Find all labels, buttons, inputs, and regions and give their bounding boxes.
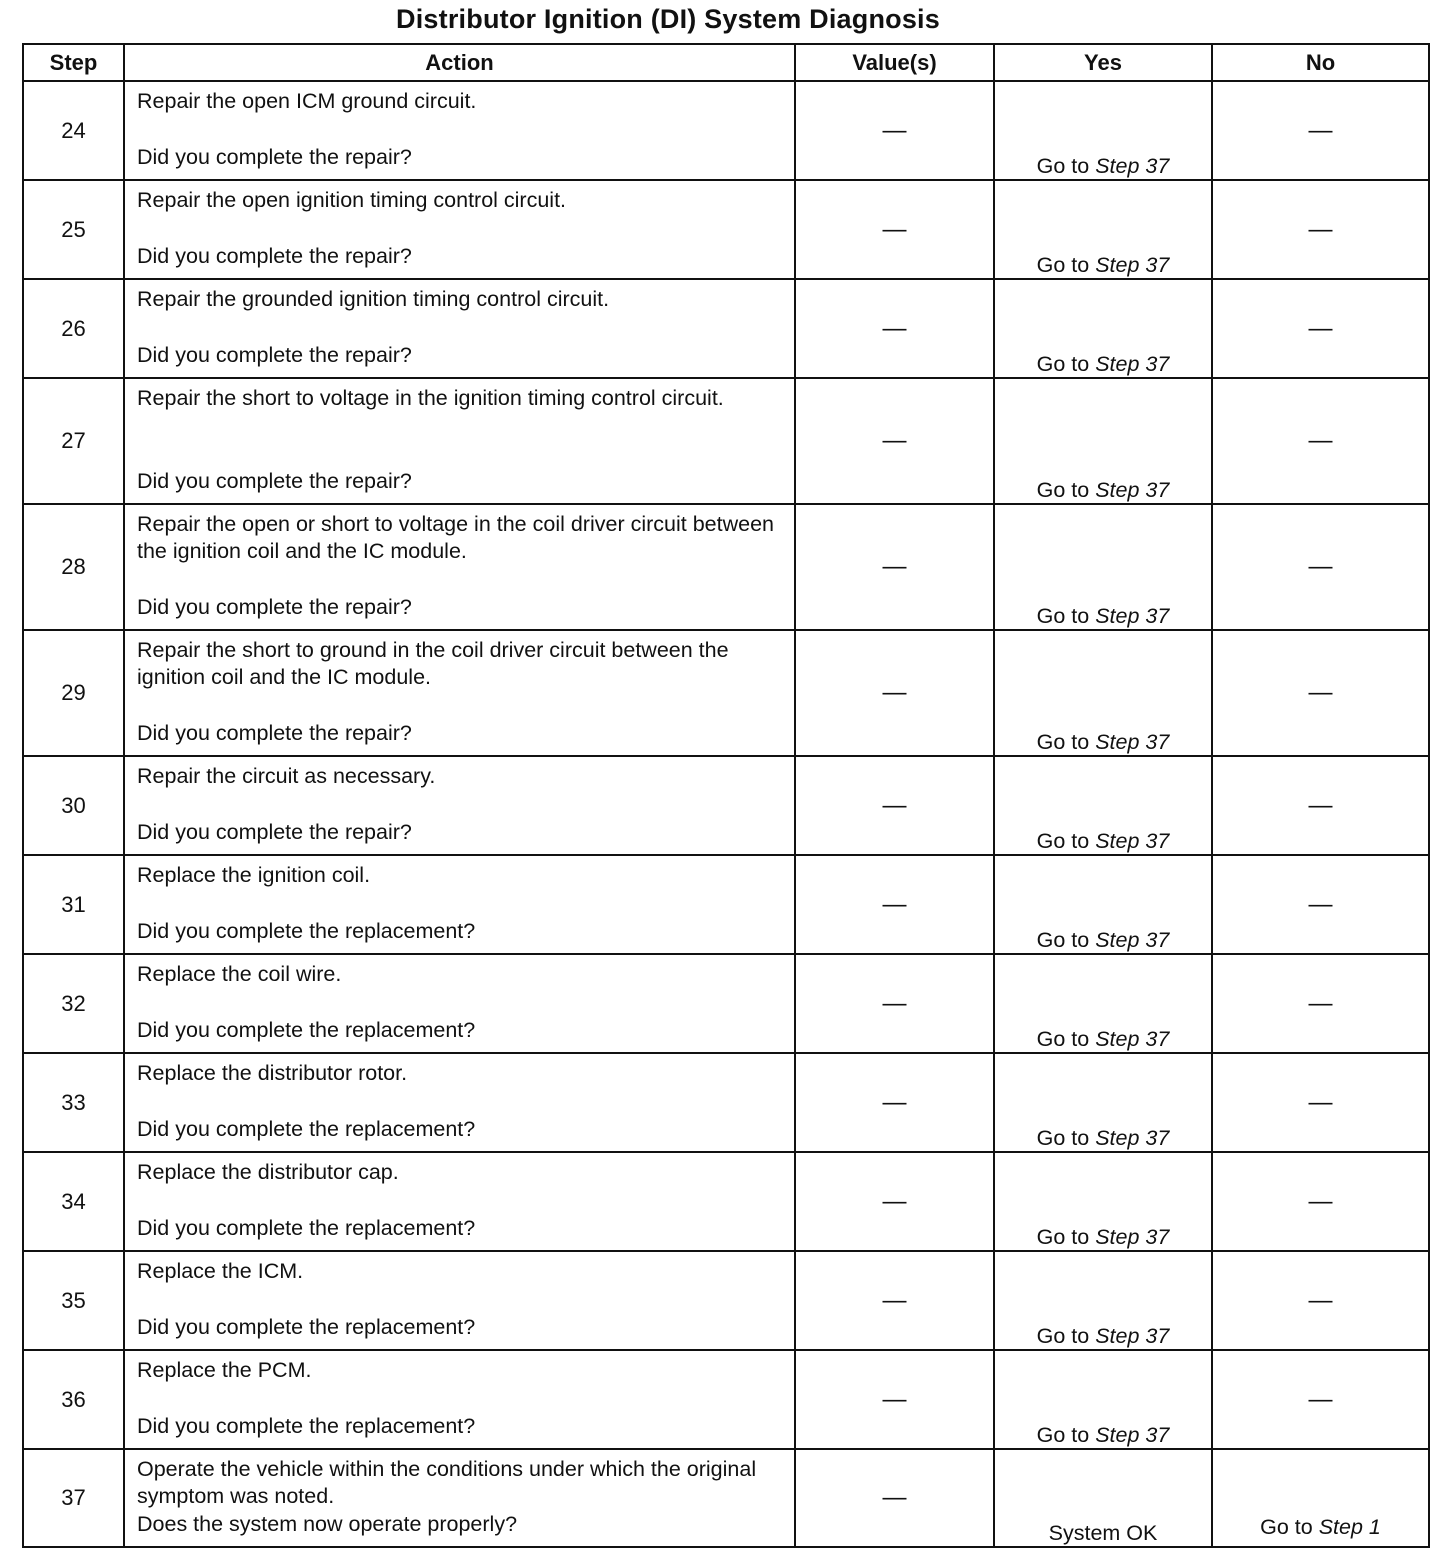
action-instruction: Operate the vehicle within the conditions under which the original symptom was noted.	[137, 1457, 757, 1508]
action-question: Did you complete the replacement?	[137, 1414, 476, 1438]
header-no: No	[1212, 44, 1429, 81]
table-row	[23, 1350, 1429, 1449]
yes-text: Go to	[1036, 829, 1090, 853]
yes-text: Go to	[1036, 253, 1090, 277]
step-number: 37	[23, 1449, 124, 1547]
step-number: 30	[23, 756, 124, 855]
action-cell	[124, 756, 795, 855]
step-number: 35	[23, 1251, 124, 1350]
table-row	[23, 180, 1429, 279]
yes-step-link[interactable]: Step 37	[1095, 1423, 1170, 1447]
page-title: Distributor Ignition (DI) System Diagnosis	[396, 4, 940, 34]
step-number: 28	[23, 504, 124, 630]
yes-text: Go to	[1036, 1225, 1090, 1249]
action-question: Did you complete the replacement?	[137, 1018, 476, 1042]
value-cell: —	[795, 180, 994, 279]
action-instruction: Repair the short to voltage in the ignition timing control circuit.	[137, 386, 724, 410]
yes-text: Go to	[1036, 1027, 1090, 1051]
yes-step-link[interactable]: Step 37	[1095, 604, 1170, 628]
yes-text: Go to	[1036, 1324, 1090, 1348]
yes-cell	[994, 954, 1212, 1053]
yes-text: Go to	[1036, 1126, 1090, 1150]
action-instruction: Repair the circuit as necessary.	[137, 764, 436, 788]
action-instruction: Repair the open ICM ground circuit.	[137, 89, 477, 113]
no-text: Go to	[1260, 1515, 1313, 1539]
value-cell: —	[795, 954, 994, 1053]
value-cell: —	[795, 630, 994, 756]
step-number: 27	[23, 378, 124, 504]
yes-cell	[994, 1251, 1212, 1350]
yes-text: Go to	[1036, 1423, 1090, 1447]
yes-text: Go to	[1036, 730, 1090, 754]
action-instruction: Repair the open or short to voltage in the coil driver circuit between the ignition coil and the IC module.	[137, 512, 774, 563]
no-cell: —	[1212, 1152, 1429, 1251]
header-step: Step	[23, 44, 124, 81]
yes-cell	[994, 756, 1212, 855]
step-number: 36	[23, 1350, 124, 1449]
action-instruction: Replace the ICM.	[137, 1259, 304, 1283]
yes-step-link[interactable]: Step 37	[1095, 1027, 1170, 1051]
action-cell	[124, 855, 795, 954]
value-cell: —	[795, 855, 994, 954]
action-question: Did you complete the repair?	[137, 595, 412, 619]
value-cell: —	[795, 504, 994, 630]
yes-text: System OK	[1048, 1521, 1158, 1545]
table-row	[23, 1449, 1429, 1547]
no-cell	[1212, 1449, 1429, 1547]
action-question: Does the system now operate properly?	[137, 1512, 518, 1536]
action-question: Did you complete the repair?	[137, 721, 412, 745]
action-question: Did you complete the replacement?	[137, 1216, 476, 1240]
yes-cell	[994, 1152, 1212, 1251]
action-cell	[124, 378, 795, 504]
table-row	[23, 378, 1429, 504]
action-instruction: Replace the distributor cap.	[137, 1160, 399, 1184]
yes-cell	[994, 855, 1212, 954]
table-row	[23, 855, 1429, 954]
action-cell	[124, 1350, 795, 1449]
yes-step-link[interactable]: Step 37	[1095, 1324, 1170, 1348]
action-cell	[124, 1053, 795, 1152]
action-instruction: Repair the grounded ignition timing control circuit.	[137, 287, 610, 311]
step-number: 34	[23, 1152, 124, 1251]
no-cell: —	[1212, 81, 1429, 180]
yes-step-link[interactable]: Step 37	[1095, 478, 1170, 502]
step-number: 24	[23, 81, 124, 180]
header-yes: Yes	[994, 44, 1212, 81]
yes-text: Go to	[1036, 154, 1090, 178]
no-cell: —	[1212, 1251, 1429, 1350]
action-question: Did you complete the repair?	[137, 343, 412, 367]
no-cell: —	[1212, 180, 1429, 279]
action-cell	[124, 279, 795, 378]
table-row	[23, 756, 1429, 855]
value-cell: —	[795, 378, 994, 504]
no-step-link[interactable]: Step 1	[1318, 1515, 1381, 1539]
table-row	[23, 630, 1429, 756]
step-number: 26	[23, 279, 124, 378]
table-row	[23, 504, 1429, 630]
no-cell: —	[1212, 378, 1429, 504]
action-question: Did you complete the replacement?	[137, 1315, 476, 1339]
table-row	[23, 1053, 1429, 1152]
yes-cell	[994, 279, 1212, 378]
yes-text: Go to	[1036, 478, 1090, 502]
action-instruction: Repair the open ignition timing control circuit.	[137, 188, 567, 212]
yes-step-link[interactable]: Step 37	[1095, 829, 1170, 853]
action-question: Did you complete the repair?	[137, 145, 412, 169]
no-cell: —	[1212, 279, 1429, 378]
action-instruction: Replace the PCM.	[137, 1358, 312, 1382]
table-row	[23, 1251, 1429, 1350]
yes-step-link[interactable]: Step 37	[1095, 928, 1170, 952]
action-cell	[124, 1449, 795, 1547]
yes-step-link[interactable]: Step 37	[1095, 352, 1170, 376]
action-cell	[124, 81, 795, 180]
no-cell: —	[1212, 756, 1429, 855]
action-instruction: Replace the distributor rotor.	[137, 1061, 408, 1085]
step-number: 25	[23, 180, 124, 279]
action-instruction: Replace the ignition coil.	[137, 863, 371, 887]
yes-step-link[interactable]: Step 37	[1095, 154, 1170, 178]
step-number: 31	[23, 855, 124, 954]
yes-cell	[994, 1053, 1212, 1152]
table-row	[23, 279, 1429, 378]
action-instruction: Replace the coil wire.	[137, 962, 342, 986]
action-cell	[124, 954, 795, 1053]
yes-cell	[994, 378, 1212, 504]
value-cell: —	[795, 756, 994, 855]
action-question: Did you complete the replacement?	[137, 919, 476, 943]
action-cell	[124, 504, 795, 630]
yes-text: Go to	[1036, 928, 1090, 952]
value-cell: —	[795, 1350, 994, 1449]
step-number: 33	[23, 1053, 124, 1152]
table-row	[23, 1152, 1429, 1251]
yes-text: Go to	[1036, 604, 1090, 628]
no-cell: —	[1212, 1350, 1429, 1449]
no-cell: —	[1212, 855, 1429, 954]
yes-cell	[994, 630, 1212, 756]
no-cell: —	[1212, 954, 1429, 1053]
yes-cell	[994, 1449, 1212, 1547]
yes-text: Go to	[1036, 352, 1090, 376]
action-question: Did you complete the repair?	[137, 820, 412, 844]
yes-cell	[994, 81, 1212, 180]
yes-cell	[994, 1350, 1212, 1449]
no-cell: —	[1212, 630, 1429, 756]
yes-step-link[interactable]: Step 37	[1095, 1126, 1170, 1150]
table-row	[23, 954, 1429, 1053]
value-cell: —	[795, 1251, 994, 1350]
action-cell	[124, 1152, 795, 1251]
step-number: 32	[23, 954, 124, 1053]
yes-step-link[interactable]: Step 37	[1095, 730, 1170, 754]
value-cell: —	[795, 279, 994, 378]
step-number: 29	[23, 630, 124, 756]
action-cell	[124, 180, 795, 279]
action-cell	[124, 1251, 795, 1350]
table-row	[23, 81, 1429, 180]
yes-cell	[994, 180, 1212, 279]
header-values: Value(s)	[795, 44, 994, 81]
action-question: Did you complete the repair?	[137, 469, 412, 493]
yes-step-link[interactable]: Step 37	[1095, 253, 1170, 277]
action-instruction: Repair the short to ground in the coil driver circuit between the ignition coil and the IC module.	[137, 638, 729, 689]
value-cell: —	[795, 1449, 994, 1547]
yes-step-link[interactable]: Step 37	[1095, 1225, 1170, 1249]
value-cell: —	[795, 81, 994, 180]
action-cell	[124, 630, 795, 756]
header-action: Action	[124, 44, 795, 81]
action-question: Did you complete the repair?	[137, 244, 412, 268]
diagnosis-table	[22, 43, 1430, 1548]
header-row	[23, 44, 1429, 81]
no-cell: —	[1212, 504, 1429, 630]
value-cell: —	[795, 1053, 994, 1152]
action-question: Did you complete the replacement?	[137, 1117, 476, 1141]
no-cell: —	[1212, 1053, 1429, 1152]
yes-cell	[994, 504, 1212, 630]
value-cell: —	[795, 1152, 994, 1251]
